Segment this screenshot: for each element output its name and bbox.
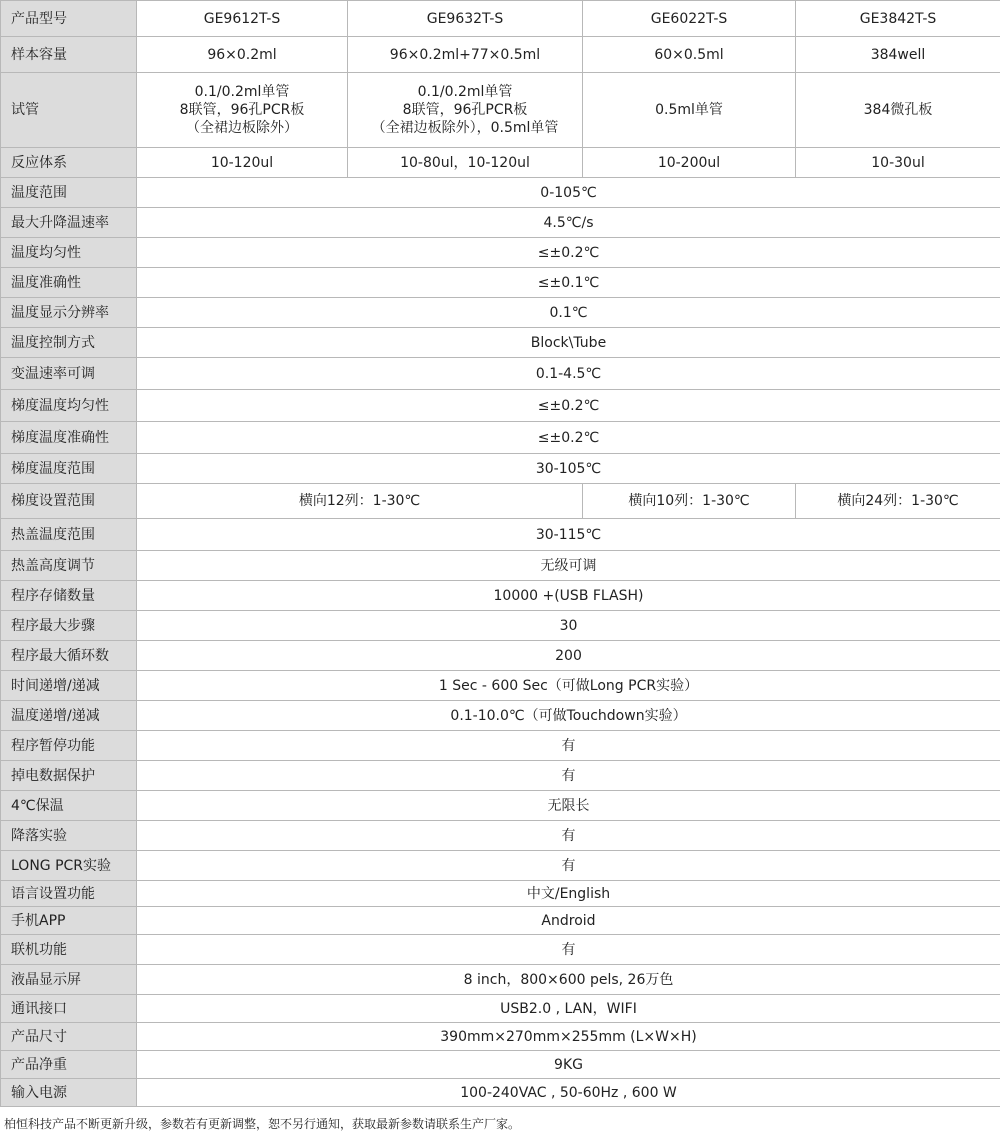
spec-value-cell (137, 1051, 1000, 1079)
spec-row-label: 4℃保温 (1, 791, 137, 821)
spec-row-label: 温度准确性 (1, 268, 137, 298)
spec-row-label: 掉电数据保护 (1, 761, 137, 791)
spec-value-text: 10000 +(USB FLASH) (493, 587, 644, 604)
spec-row (1, 422, 1000, 454)
spec-value-cell (583, 1, 796, 37)
spec-row-label: 程序最大步骤 (1, 611, 137, 641)
spec-table-body (1, 1, 1000, 1107)
spec-value-cell (583, 73, 796, 148)
spec-row-label: 温度显示分辨率 (1, 298, 137, 328)
spec-value-text: 0.5ml单管 (655, 102, 723, 118)
spec-row-label: 热盖高度调节 (1, 551, 137, 581)
spec-row (1, 238, 1000, 268)
spec-value-cell (137, 519, 1000, 551)
spec-value-cell (583, 37, 796, 73)
spec-value-cell (137, 73, 348, 148)
spec-row-label: 产品尺寸 (1, 1023, 137, 1051)
spec-value-text: 4.5℃/s (543, 214, 594, 231)
spec-row (1, 1023, 1000, 1051)
spec-row (1, 851, 1000, 881)
spec-value-text: USB2.0 , LAN，WIFI (500, 1000, 637, 1017)
spec-value-text: ≤±0.2℃ (537, 397, 600, 414)
spec-value-cell (137, 37, 348, 73)
spec-value-cell (137, 178, 1000, 208)
spec-row-label: 变温速率可调 (1, 358, 137, 390)
spec-value-cell (137, 821, 1000, 851)
spec-value-cell (137, 791, 1000, 821)
spec-value-cell (796, 148, 1000, 178)
spec-row-label: 反应体系 (1, 148, 137, 178)
spec-value-text: ≤±0.2℃ (537, 429, 600, 446)
spec-value-text: 200 (555, 647, 582, 664)
spec-row (1, 551, 1000, 581)
spec-value-text: ≤±0.2℃ (537, 244, 600, 261)
spec-row-label: 输入电源 (1, 1079, 137, 1107)
spec-row (1, 298, 1000, 328)
spec-value-text: 0.1-4.5℃ (535, 365, 602, 382)
spec-row-label: 温度均匀性 (1, 238, 137, 268)
spec-row (1, 935, 1000, 965)
spec-value-text: 10-30ul (871, 154, 925, 171)
spec-value-text: 0.1℃ (549, 304, 588, 321)
spec-row-label: 试管 (1, 73, 137, 148)
spec-value-text: 8 inch，800×600 pels, 26万色 (463, 971, 674, 988)
spec-value-cell (137, 551, 1000, 581)
spec-value-cell (796, 37, 1000, 73)
spec-row-label: 语言设置功能 (1, 881, 137, 907)
spec-value-text: 无级可调 (540, 557, 597, 574)
spec-row-label: 联机功能 (1, 935, 137, 965)
spec-row-label: LONG PCR实验 (1, 851, 137, 881)
spec-row-label: 降落实验 (1, 821, 137, 851)
spec-value-cell (137, 454, 1000, 484)
spec-value-text: Block\Tube (530, 334, 607, 351)
spec-value-cell (348, 148, 583, 178)
spec-value-text: 横向24列：1-30℃ (837, 493, 959, 509)
spec-value-text: 有 (561, 767, 576, 784)
spec-value-cell (796, 73, 1000, 148)
spec-row-label: 梯度温度准确性 (1, 422, 137, 454)
spec-value-cell (137, 1079, 1000, 1107)
spec-value-text: 0.1/0.2ml单管 (417, 84, 513, 100)
spec-row (1, 1051, 1000, 1079)
spec-value-text: GE9632T-S (426, 10, 504, 27)
spec-row-label: 通讯接口 (1, 995, 137, 1023)
spec-value-cell (137, 148, 348, 178)
spec-row-label: 产品净重 (1, 1051, 137, 1079)
spec-value-text: Android (541, 912, 596, 929)
spec-row (1, 965, 1000, 995)
spec-row (1, 390, 1000, 422)
spec-row-label: 液晶显示屏 (1, 965, 137, 995)
spec-value-text: 横向12列：1-30℃ (298, 493, 421, 509)
spec-value-text: 60×0.5ml (654, 46, 724, 63)
spec-value-text: （全裙边板除外） (186, 120, 298, 136)
spec-value-text: 0.1-10.0℃（可做Touchdown实验） (450, 707, 687, 724)
spec-value-cell (137, 390, 1000, 422)
spec-value-text: 0.1/0.2ml单管 (194, 84, 290, 100)
spec-value-text: 30-105℃ (535, 460, 602, 477)
spec-row (1, 611, 1000, 641)
spec-row (1, 358, 1000, 390)
spec-row-label: 温度控制方式 (1, 328, 137, 358)
spec-row (1, 641, 1000, 671)
spec-value-cell (137, 298, 1000, 328)
spec-value-text: 30-115℃ (535, 526, 602, 543)
spec-value-cell (796, 484, 1000, 519)
spec-row (1, 519, 1000, 551)
spec-row (1, 1, 1000, 37)
spec-row (1, 821, 1000, 851)
spec-value-cell (348, 73, 583, 148)
spec-row (1, 907, 1000, 935)
spec-value-text: 横向10列：1-30℃ (628, 493, 750, 509)
spec-row-label: 温度递增/递减 (1, 701, 137, 731)
spec-row (1, 1079, 1000, 1107)
spec-value-text: 384well (870, 46, 926, 63)
spec-row (1, 791, 1000, 821)
spec-row-label: 温度范围 (1, 178, 137, 208)
spec-value-text: 96×0.2ml (207, 46, 277, 63)
spec-row-label: 梯度温度范围 (1, 454, 137, 484)
spec-row-label: 产品型号 (1, 1, 137, 37)
spec-value-cell (137, 1, 348, 37)
spec-value-text: 10-80ul，10-120ul (400, 154, 530, 171)
spec-value-cell (137, 935, 1000, 965)
spec-value-text: 中文/English (526, 885, 611, 902)
spec-value-text: 30 (559, 617, 578, 634)
spec-value-text: 有 (561, 737, 576, 754)
spec-value-text: 10-200ul (657, 154, 721, 171)
spec-row-label: 程序存储数量 (1, 581, 137, 611)
spec-value-cell (348, 37, 583, 73)
spec-value-text: 10-120ul (210, 154, 274, 171)
spec-row (1, 454, 1000, 484)
spec-value-cell (137, 701, 1000, 731)
spec-value-text: 96×0.2ml+77×0.5ml (389, 46, 541, 63)
spec-value-cell (137, 268, 1000, 298)
spec-row (1, 178, 1000, 208)
spec-value-cell (137, 1023, 1000, 1051)
spec-row-label: 热盖温度范围 (1, 519, 137, 551)
spec-value-cell (137, 641, 1000, 671)
spec-value-text: 有 (561, 941, 576, 958)
spec-value-cell (583, 484, 796, 519)
spec-value-text: 有 (561, 857, 576, 874)
spec-value-cell (796, 1, 1000, 37)
spec-value-cell (137, 611, 1000, 641)
spec-value-text: （全裙边板除外），0.5ml单管 (371, 120, 559, 136)
spec-row (1, 701, 1000, 731)
spec-value-cell (137, 328, 1000, 358)
spec-row-label: 样本容量 (1, 37, 137, 73)
spec-row (1, 268, 1000, 298)
spec-row (1, 37, 1000, 73)
spec-row (1, 995, 1000, 1023)
spec-row (1, 148, 1000, 178)
spec-row-label: 最大升降温速率 (1, 208, 137, 238)
spec-value-cell (137, 881, 1000, 907)
spec-value-text: 8联管，96孔PCR板 (179, 102, 305, 118)
spec-value-cell (137, 208, 1000, 238)
spec-value-text: 390mm×270mm×255mm (L×W×H) (440, 1028, 697, 1045)
spec-value-cell (137, 731, 1000, 761)
spec-value-cell (137, 851, 1000, 881)
spec-value-text: 8联管，96孔PCR板 (402, 102, 528, 118)
spec-value-cell (137, 907, 1000, 935)
spec-value-text: ≤±0.1℃ (537, 274, 600, 291)
spec-value-cell (137, 671, 1000, 701)
spec-row (1, 731, 1000, 761)
spec-row (1, 671, 1000, 701)
spec-value-cell (348, 1, 583, 37)
spec-row (1, 328, 1000, 358)
spec-row-label: 梯度设置范围 (1, 484, 137, 519)
spec-value-cell (583, 148, 796, 178)
spec-value-text: 有 (561, 827, 576, 844)
spec-value-cell (137, 484, 583, 519)
spec-value-cell (137, 238, 1000, 268)
spec-row (1, 208, 1000, 238)
spec-row (1, 484, 1000, 519)
spec-value-text: 100-240VAC , 50-60Hz , 600 W (460, 1084, 677, 1101)
spec-value-cell (137, 422, 1000, 454)
spec-row (1, 581, 1000, 611)
spec-value-text: 1 Sec - 600 Sec（可做Long PCR实验） (438, 677, 699, 694)
spec-row-label: 时间递增/递减 (1, 671, 137, 701)
spec-value-text: GE9612T-S (203, 10, 281, 27)
spec-value-cell (137, 995, 1000, 1023)
footer-note: 柏恒科技产品不断更新升级，参数若有更新调整，恕不另行通知，获取最新参数请联系生产厂家。 (4, 1117, 521, 1131)
spec-value-text: 384微孔板 (863, 102, 933, 118)
spec-row (1, 881, 1000, 907)
spec-value-cell (137, 581, 1000, 611)
spec-row-label: 梯度温度均匀性 (1, 390, 137, 422)
spec-row-label: 程序最大循环数 (1, 641, 137, 671)
spec-value-text: GE6022T-S (650, 10, 728, 27)
spec-value-text: 0-105℃ (540, 184, 597, 201)
spec-value-text: 9KG (554, 1056, 583, 1073)
spec-row (1, 761, 1000, 791)
spec-value-cell (137, 358, 1000, 390)
spec-row-label: 程序暂停功能 (1, 731, 137, 761)
spec-value-cell (137, 965, 1000, 995)
spec-value-text: 无限长 (547, 797, 590, 814)
spec-value-cell (137, 761, 1000, 791)
spec-row-label: 手机APP (1, 907, 137, 935)
spec-row (1, 73, 1000, 148)
spec-value-text: GE3842T-S (859, 10, 937, 27)
